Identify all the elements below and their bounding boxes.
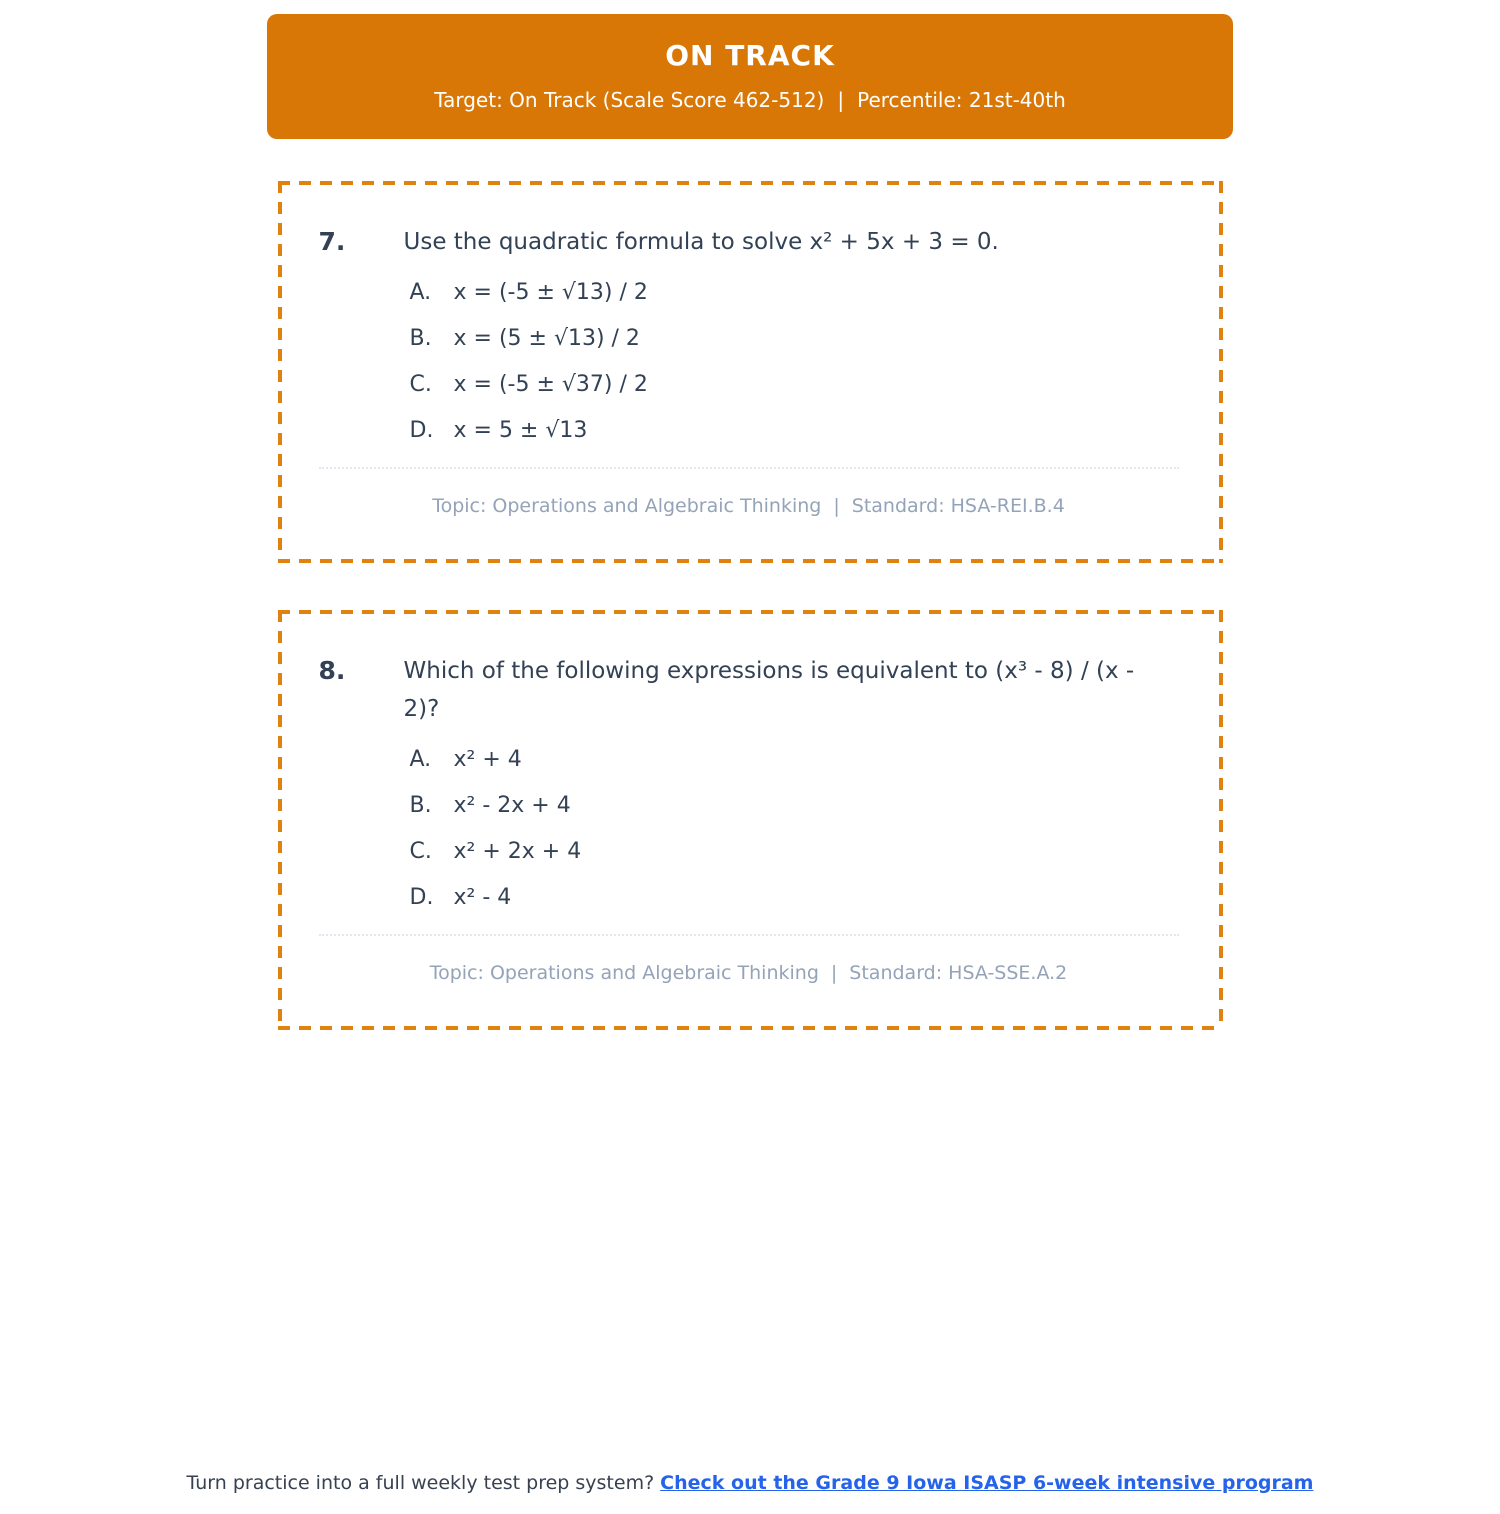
option-letter: D. [409, 885, 434, 910]
question-8-text: Which of the following expressions is equivalent to (x³ - 8) / (x - 2)? [403, 658, 1135, 722]
option-text: x = (5 ± √13) / 2 [453, 326, 640, 351]
question-7-row [319, 223, 1179, 261]
question-8-option-c [410, 840, 1179, 864]
question-7-options [410, 281, 1179, 443]
question-card-8 [278, 610, 1223, 1030]
option-text: x² + 2x + 4 [453, 839, 582, 864]
standard-label: Standard: HSA-SSE.A.2 [849, 962, 1068, 984]
question-7-number: 7. [318, 227, 346, 256]
option-letter: A. [409, 280, 432, 305]
result-banner [267, 14, 1233, 139]
dashed-divider [319, 934, 1179, 936]
option-text: x² + 4 [453, 747, 522, 772]
option-text: x = (-5 ± √37) / 2 [453, 372, 648, 397]
option-text: x = (-5 ± √13) / 2 [453, 280, 648, 305]
option-letter: C. [409, 839, 432, 864]
topic-label: Topic: Operations and Algebraic Thinking [432, 495, 822, 517]
banner-subtitle [287, 88, 1213, 112]
question-card-7 [278, 181, 1223, 563]
footer-link[interactable]: Check out the Grade 9 Iowa ISASP 6-week intensive program [660, 1472, 1314, 1494]
dashed-divider [319, 467, 1179, 469]
banner-title: ON TRACK [665, 39, 835, 72]
topic-label: Topic: Operations and Algebraic Thinking [429, 962, 819, 984]
question-8-meta [319, 962, 1179, 1030]
option-text: x² - 2x + 4 [453, 793, 571, 818]
option-letter: A. [409, 747, 432, 772]
option-letter: C. [409, 372, 432, 397]
target-label: Target: On Track (Scale Score 462-512) [434, 88, 825, 112]
banner-divider: | [837, 88, 845, 112]
meta-divider: | [830, 962, 838, 984]
option-text: x² - 4 [453, 885, 512, 910]
question-7-option-a [410, 281, 1179, 305]
question-8-row [319, 652, 1179, 728]
question-8-options [410, 748, 1179, 910]
question-7-option-d [410, 419, 1179, 443]
meta-divider: | [833, 495, 840, 517]
option-letter: D. [409, 418, 434, 443]
option-letter: B. [409, 793, 432, 818]
question-7-option-b [410, 327, 1179, 351]
question-7-text: Use the quadratic formula to solve x² + 5x + 3 = 0. [403, 229, 999, 255]
percentile-label: Percentile: 21st-40th [857, 88, 1066, 112]
option-text: x = 5 ± √13 [453, 418, 588, 443]
footer-prompt: Turn practice into a full weekly test prep system? [186, 1472, 655, 1494]
question-7-meta [319, 495, 1179, 563]
standard-label: Standard: HSA-REI.B.4 [851, 495, 1065, 517]
question-8-option-a [410, 748, 1179, 772]
question-8-option-d [410, 886, 1179, 910]
question-8-option-b [410, 794, 1179, 818]
option-letter: B. [409, 326, 432, 351]
question-7-option-c [410, 373, 1179, 397]
page-footer [0, 1472, 1500, 1494]
question-8-number: 8. [318, 656, 346, 685]
